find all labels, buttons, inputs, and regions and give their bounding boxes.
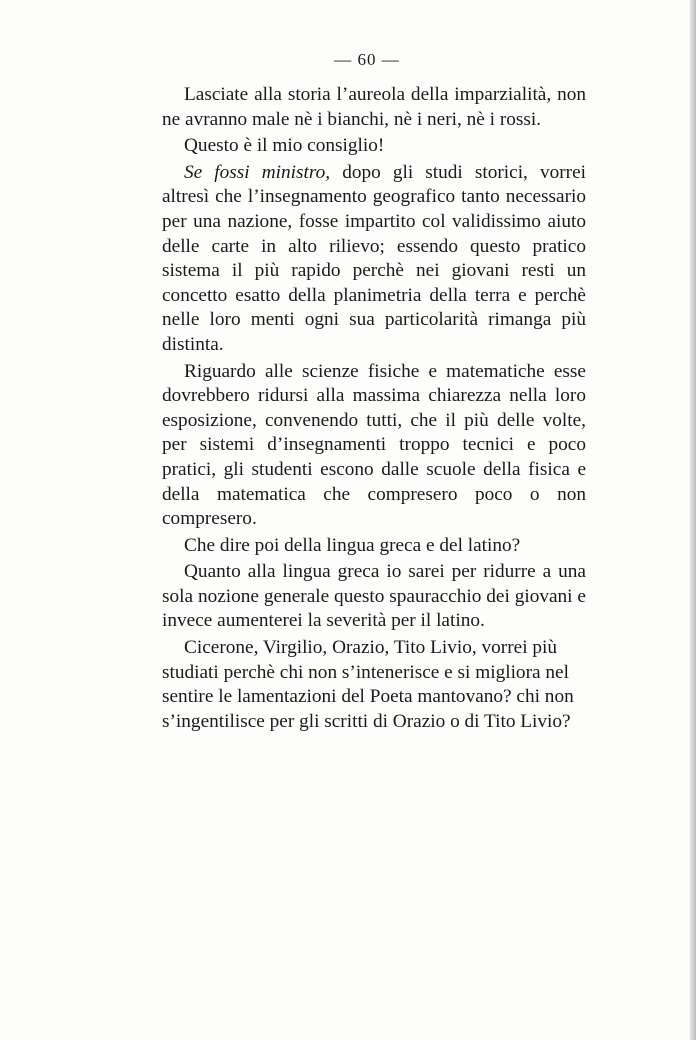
page-edge-shadow <box>690 0 696 1040</box>
paragraph <box>162 534 586 559</box>
paragraph <box>162 560 586 634</box>
paragraph <box>162 161 586 358</box>
paragraph-text: Che dire poi della lingua greca e del latino? <box>184 534 521 556</box>
paragraph-text: Riguardo alle scienze fisiche e matematiche esse dovrebbero ridursi alla massima chiarezza nella loro esposizione, convenendo tutti, che il più delle volte, per sistemi d’insegnamenti troppo tecnici e poco pratici, gli studenti escono dalle scuole della fisica e della matematica che compresero poco o non compresero. <box>162 360 586 530</box>
paragraph-text: Lasciate alla storia l’aureola della imparzialità, non ne avranno male nè i bianchi, nè i neri, nè i rossi. <box>162 84 586 130</box>
page-number: — 60 — <box>334 50 400 69</box>
paragraph-text: Cicerone, Virgilio, Orazio, Tito Livio, vorrei più studiati perchè chi non s’intenerisce e si migliora nel sentire le lamentazioni del Poeta mantovano? chi non s’ingentilisce per gli scritti di Orazio o di Tito Livio? <box>162 637 574 732</box>
paragraph <box>162 134 586 159</box>
paragraph-text: Quanto alla lingua greca io sarei per ridurre a una sola nozione generale questo spauracchio dei giovani e invece aumenterei la severità per il latino. <box>162 561 586 632</box>
paragraph-text: Questo è il mio consiglio! <box>184 135 385 157</box>
paragraph <box>162 636 586 734</box>
italic-lead: Se fossi ministro, <box>184 161 331 183</box>
paragraph <box>162 360 586 532</box>
paragraph-text: dopo gli studi storici, vorrei altresì che l’insegnamento geografico tanto necessario per una nazione, fosse impartito col validissimo aiuto delle carte in alto rilievo; essendo questo pratico sistema il più rapido perchè nei giovani resti un concetto esatto della planimetria della terra e perchè nelle loro menti ogni sua particolarità rimanga più distinta. <box>162 161 586 355</box>
body-text <box>162 83 586 734</box>
paragraph <box>162 83 586 132</box>
